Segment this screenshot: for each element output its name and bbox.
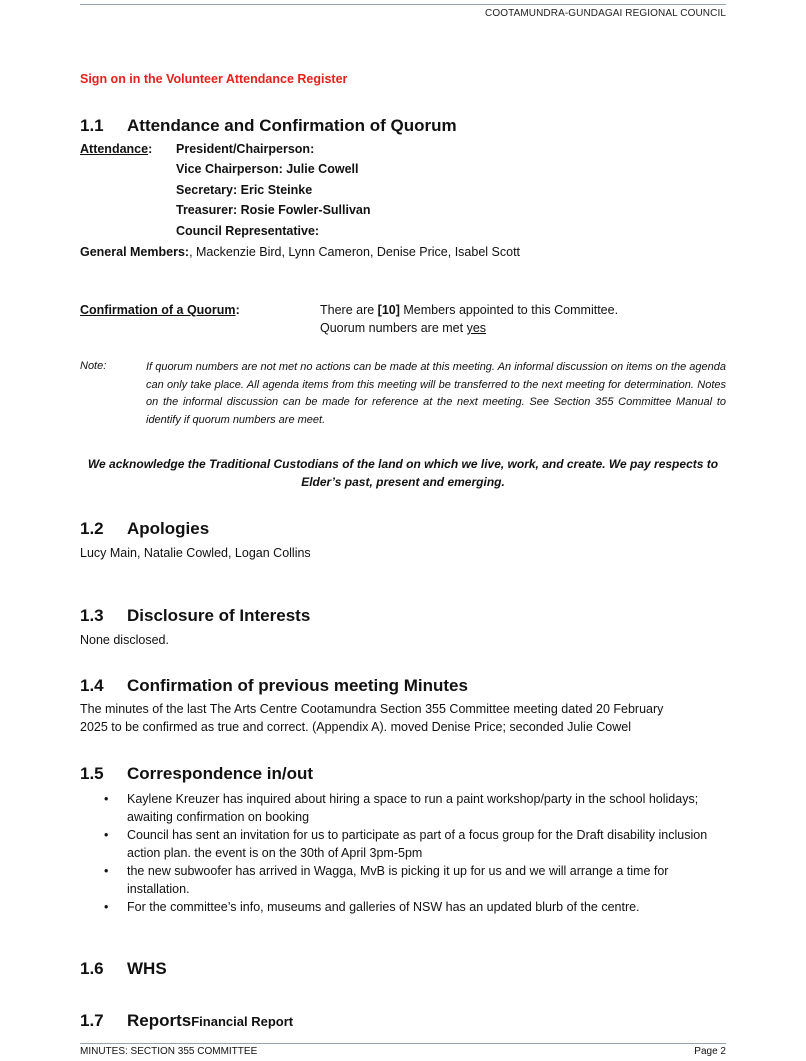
section-title: Apologies [127,519,210,538]
section-title: WHS [127,959,167,978]
correspondence-list [80,790,726,916]
section-title: Disclosure of Interests [127,606,311,625]
bullet-icon: • [104,864,109,878]
list-item [80,790,726,826]
footer-rule [80,1043,726,1044]
list-item-text: For the committee’s info, museums and galleries of NSW has an updated blurb of the centre. [127,900,640,914]
list-item [80,898,726,916]
quorum-met-text: Quorum numbers are met [320,321,467,335]
section-number: 1.5 [80,764,104,783]
attendance-vice: Vice Chairperson: Julie Cowell [176,162,359,176]
section-title: Correspondence in/out [127,764,314,783]
header-rule [80,4,726,5]
attendance-label-text: Attendance [80,142,149,156]
register-notice: Sign on in the Volunteer Attendance Register [80,72,348,86]
section-1-4-heading [80,676,468,696]
general-members-label: General Members: [80,245,190,259]
quorum-label [80,301,240,319]
section-number: 1.6 [80,959,104,978]
list-item-text: Kaylene Kreuzer has inquired about hiring a space to run a paint workshop/party in the school holidays; awaiting confirmation on booking [127,792,699,824]
note-text: If quorum numbers are not met no actions can be made at this meeting. An informal discussion on items on the agenda can only take place. All agenda items from this meeting will be transferred to the next meeting for determination. Notes on the informal discussion can be made for reference at the next meeting. See Section 355 Committee Manual to identify if quorum numbers are meet. [146,361,726,426]
section-number: 1.7 [80,1011,104,1030]
list-item [80,826,726,862]
bullet-icon: • [104,828,109,842]
minutes-confirmation-line-2: 2025 to be confirmed as true and correct. (Appendix A). moved Denise Price; seconded Julie Cowel [80,720,631,734]
list-item-text: Council has sent an invitation for us to participate as part of a focus group for the Draft disability inclusion action plan. the event is on the 30th of April 3pm-5pm [127,828,708,860]
quorum-colon: : [235,303,240,317]
acknowledgement-of-country: We acknowledge the Traditional Custodians of the land on which we live, work, and create. We pay respects to Elder’s past, present and emerging. [87,457,719,489]
section-number: 1.4 [80,676,104,695]
section-title: Attendance and Confirmation of Quorum [127,116,457,135]
quorum-text: There are [320,303,378,317]
quorum-count: [10] [377,303,400,317]
section-1-6-heading [80,959,167,979]
section-1-1-heading [80,116,457,136]
quorum-text-2: Members appointed to this Committee. [399,303,619,317]
attendance-colon: : [148,142,153,156]
section-1-2-heading [80,519,209,539]
section-1-7-heading [80,1011,293,1031]
section-number: 1.2 [80,519,104,538]
section-1-3-heading [80,606,310,626]
list-item-text: the new subwoofer has arrived in Wagga, MvB is picking it up for us and we will arrange a time for installation. [127,864,669,896]
apologies-list: Lucy Main, Natalie Cowled, Logan Collins [80,546,311,560]
quorum-line-2 [320,319,486,337]
attendance-secretary: Secretary: Eric Steinke [176,183,313,197]
section-title: Confirmation of previous meeting Minutes [127,676,468,695]
list-item [80,862,726,898]
section-number: 1.1 [80,116,104,135]
header-council-name: COOTAMUNDRA-GUNDAGAI REGIONAL COUNCIL [485,8,726,19]
disclosure-text: None disclosed. [80,633,169,647]
attendance-president: President/Chairperson: [176,142,315,156]
section-1-5-heading [80,764,313,784]
general-members-value: , Mackenzie Bird, Lynn Cameron, Denise Price, Isabel Scott [189,245,521,259]
footer-page-number: Page 2 [694,1046,726,1057]
section-number: 1.3 [80,606,104,625]
minutes-confirmation-line-1: The minutes of the last The Arts Centre Cootamundra Section 355 Committee meeting dated 20 February [80,702,664,716]
section-title: Reports [127,1011,192,1030]
attendance-label [80,142,152,156]
attendance-council-rep: Council Representative: [176,224,320,238]
footer-document-title: MINUTES: SECTION 355 COMMITTEE [80,1046,258,1057]
quorum-label-text: Confirmation of a Quorum [80,303,236,317]
note-label: Note: [80,360,107,372]
general-members [80,243,520,261]
quorum-line-1 [320,301,618,319]
bullet-icon: • [104,792,109,806]
financial-report-subheading: Financial Report [191,1014,294,1029]
bullet-icon: • [104,900,109,914]
quorum-met-value: yes [466,321,487,335]
attendance-treasurer: Treasurer: Rosie Fowler-Sullivan [176,203,371,217]
